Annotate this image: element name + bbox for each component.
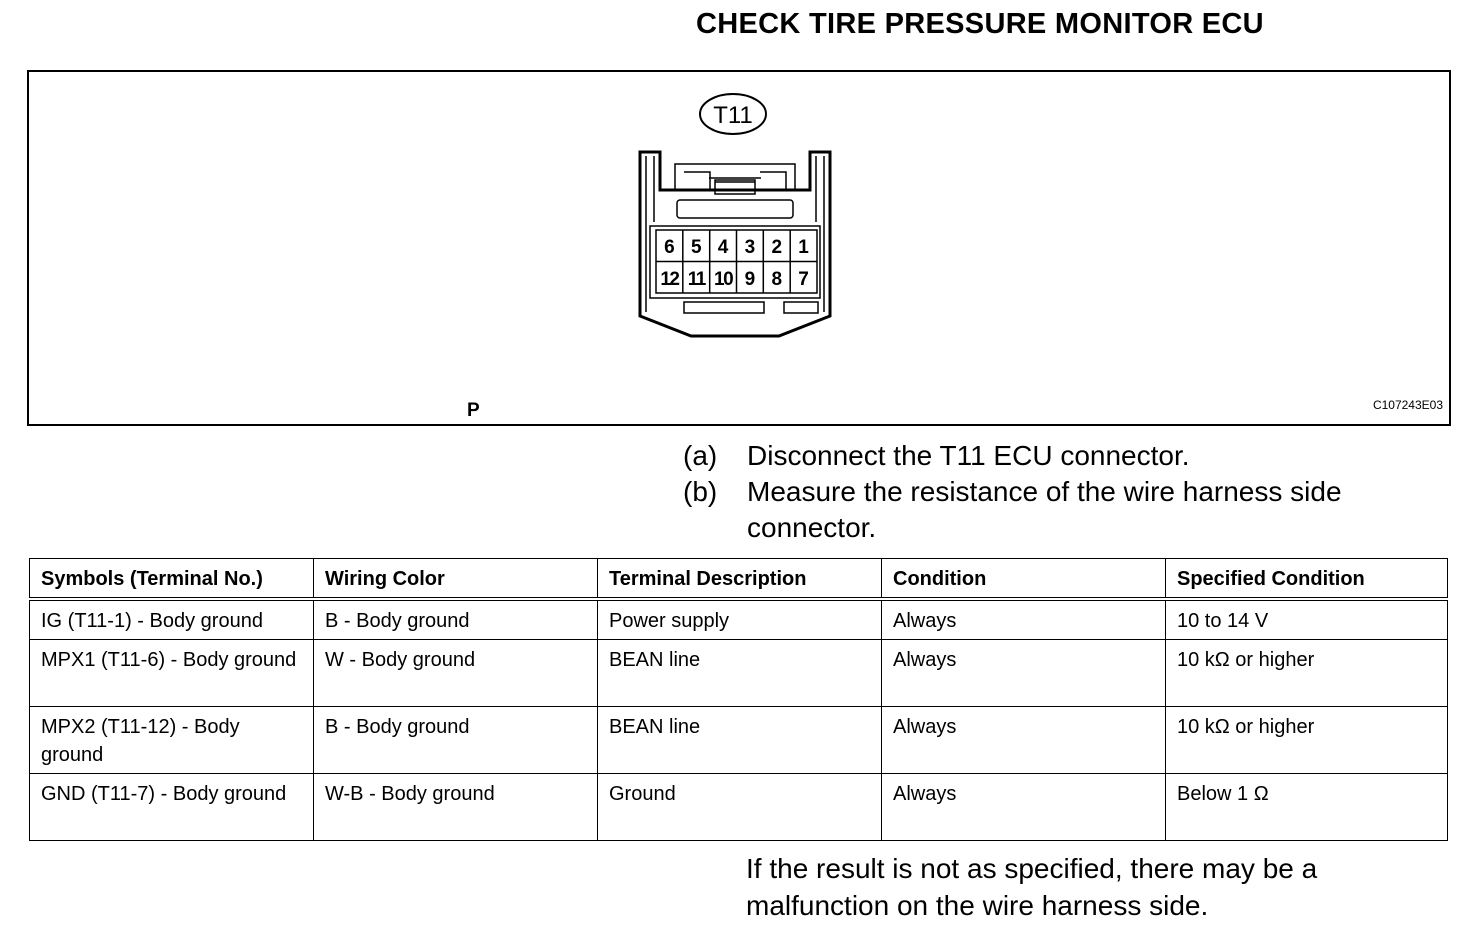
table-row xyxy=(30,640,1448,707)
column-header: Wiring Color xyxy=(314,559,598,600)
step-text: Disconnect the T11 ECU connector. xyxy=(747,440,1190,471)
table-cell: 10 kΩ or higher xyxy=(1166,707,1448,774)
page-title: CHECK TIRE PRESSURE MONITOR ECU xyxy=(696,8,1264,40)
terminal-7: 7 xyxy=(798,269,809,290)
column-header: Symbols (Terminal No.) xyxy=(30,559,314,600)
step-letter: (a) xyxy=(683,440,718,471)
table-header-row xyxy=(30,559,1448,600)
column-header: Specified Condition xyxy=(1166,559,1448,600)
connector-lock xyxy=(675,164,795,190)
terminal-8: 8 xyxy=(771,269,783,290)
table-cell: BEAN line xyxy=(598,640,882,707)
table-cell: MPX2 (T11-12) - Body ground xyxy=(30,707,314,774)
connector-figure xyxy=(27,70,1451,426)
table-cell: Always xyxy=(882,640,1166,707)
connector-diagram xyxy=(29,72,1449,424)
step-b xyxy=(683,474,1443,546)
table-cell: 10 to 14 V xyxy=(1166,599,1448,640)
table-row xyxy=(30,599,1448,640)
table-row xyxy=(30,774,1448,841)
column-header: Terminal Description xyxy=(598,559,882,600)
connector-ridge xyxy=(677,200,793,218)
table-cell: B - Body ground xyxy=(314,707,598,774)
terminal-10: 10 xyxy=(714,269,733,290)
step-a xyxy=(683,438,1443,474)
table-cell: Always xyxy=(882,707,1166,774)
figure-code: C107243E03 xyxy=(1372,398,1443,412)
table-cell: Below 1 Ω xyxy=(1166,774,1448,841)
terminal-11: 11 xyxy=(687,269,705,290)
table-cell: IG (T11-1) - Body ground xyxy=(30,599,314,640)
terminal-3: 3 xyxy=(744,237,756,258)
table-cell: GND (T11-7) - Body ground xyxy=(30,774,314,841)
table-cell: W - Body ground xyxy=(314,640,598,707)
terminal-5: 5 xyxy=(691,237,702,258)
table-row xyxy=(30,707,1448,774)
connector-key-left xyxy=(684,302,764,313)
table-cell: BEAN line xyxy=(598,707,882,774)
connector-label: T11 xyxy=(713,102,753,129)
result-note: If the result is not as specified, there may be a malfunction on the wire harness side. xyxy=(746,853,1318,921)
step-letter: (b) xyxy=(683,476,718,507)
table-cell: Ground xyxy=(598,774,882,841)
terminal-6: 6 xyxy=(664,237,675,258)
terminal-1: 1 xyxy=(798,237,809,258)
terminal-9: 9 xyxy=(744,269,756,290)
table-cell: B - Body ground xyxy=(314,599,598,640)
step-text: Measure the resistance of the wire harness side connector. xyxy=(747,476,1342,543)
procedure-steps xyxy=(683,438,1443,546)
table-cell: MPX1 (T11-6) - Body ground xyxy=(30,640,314,707)
table-cell: Power supply xyxy=(598,599,882,640)
terminal-grid-lines xyxy=(656,230,817,293)
column-header: Condition xyxy=(882,559,1166,600)
table-cell: W-B - Body ground xyxy=(314,774,598,841)
table-cell: Always xyxy=(882,599,1166,640)
table-cell: Always xyxy=(882,774,1166,841)
resistance-spec-table xyxy=(29,558,1448,841)
terminal-2: 2 xyxy=(771,237,783,258)
terminal-4: 4 xyxy=(717,237,729,258)
view-label: P xyxy=(467,400,480,421)
terminal-12: 12 xyxy=(660,269,679,290)
table-cell: 10 kΩ or higher xyxy=(1166,640,1448,707)
connector-key-right xyxy=(784,302,818,313)
